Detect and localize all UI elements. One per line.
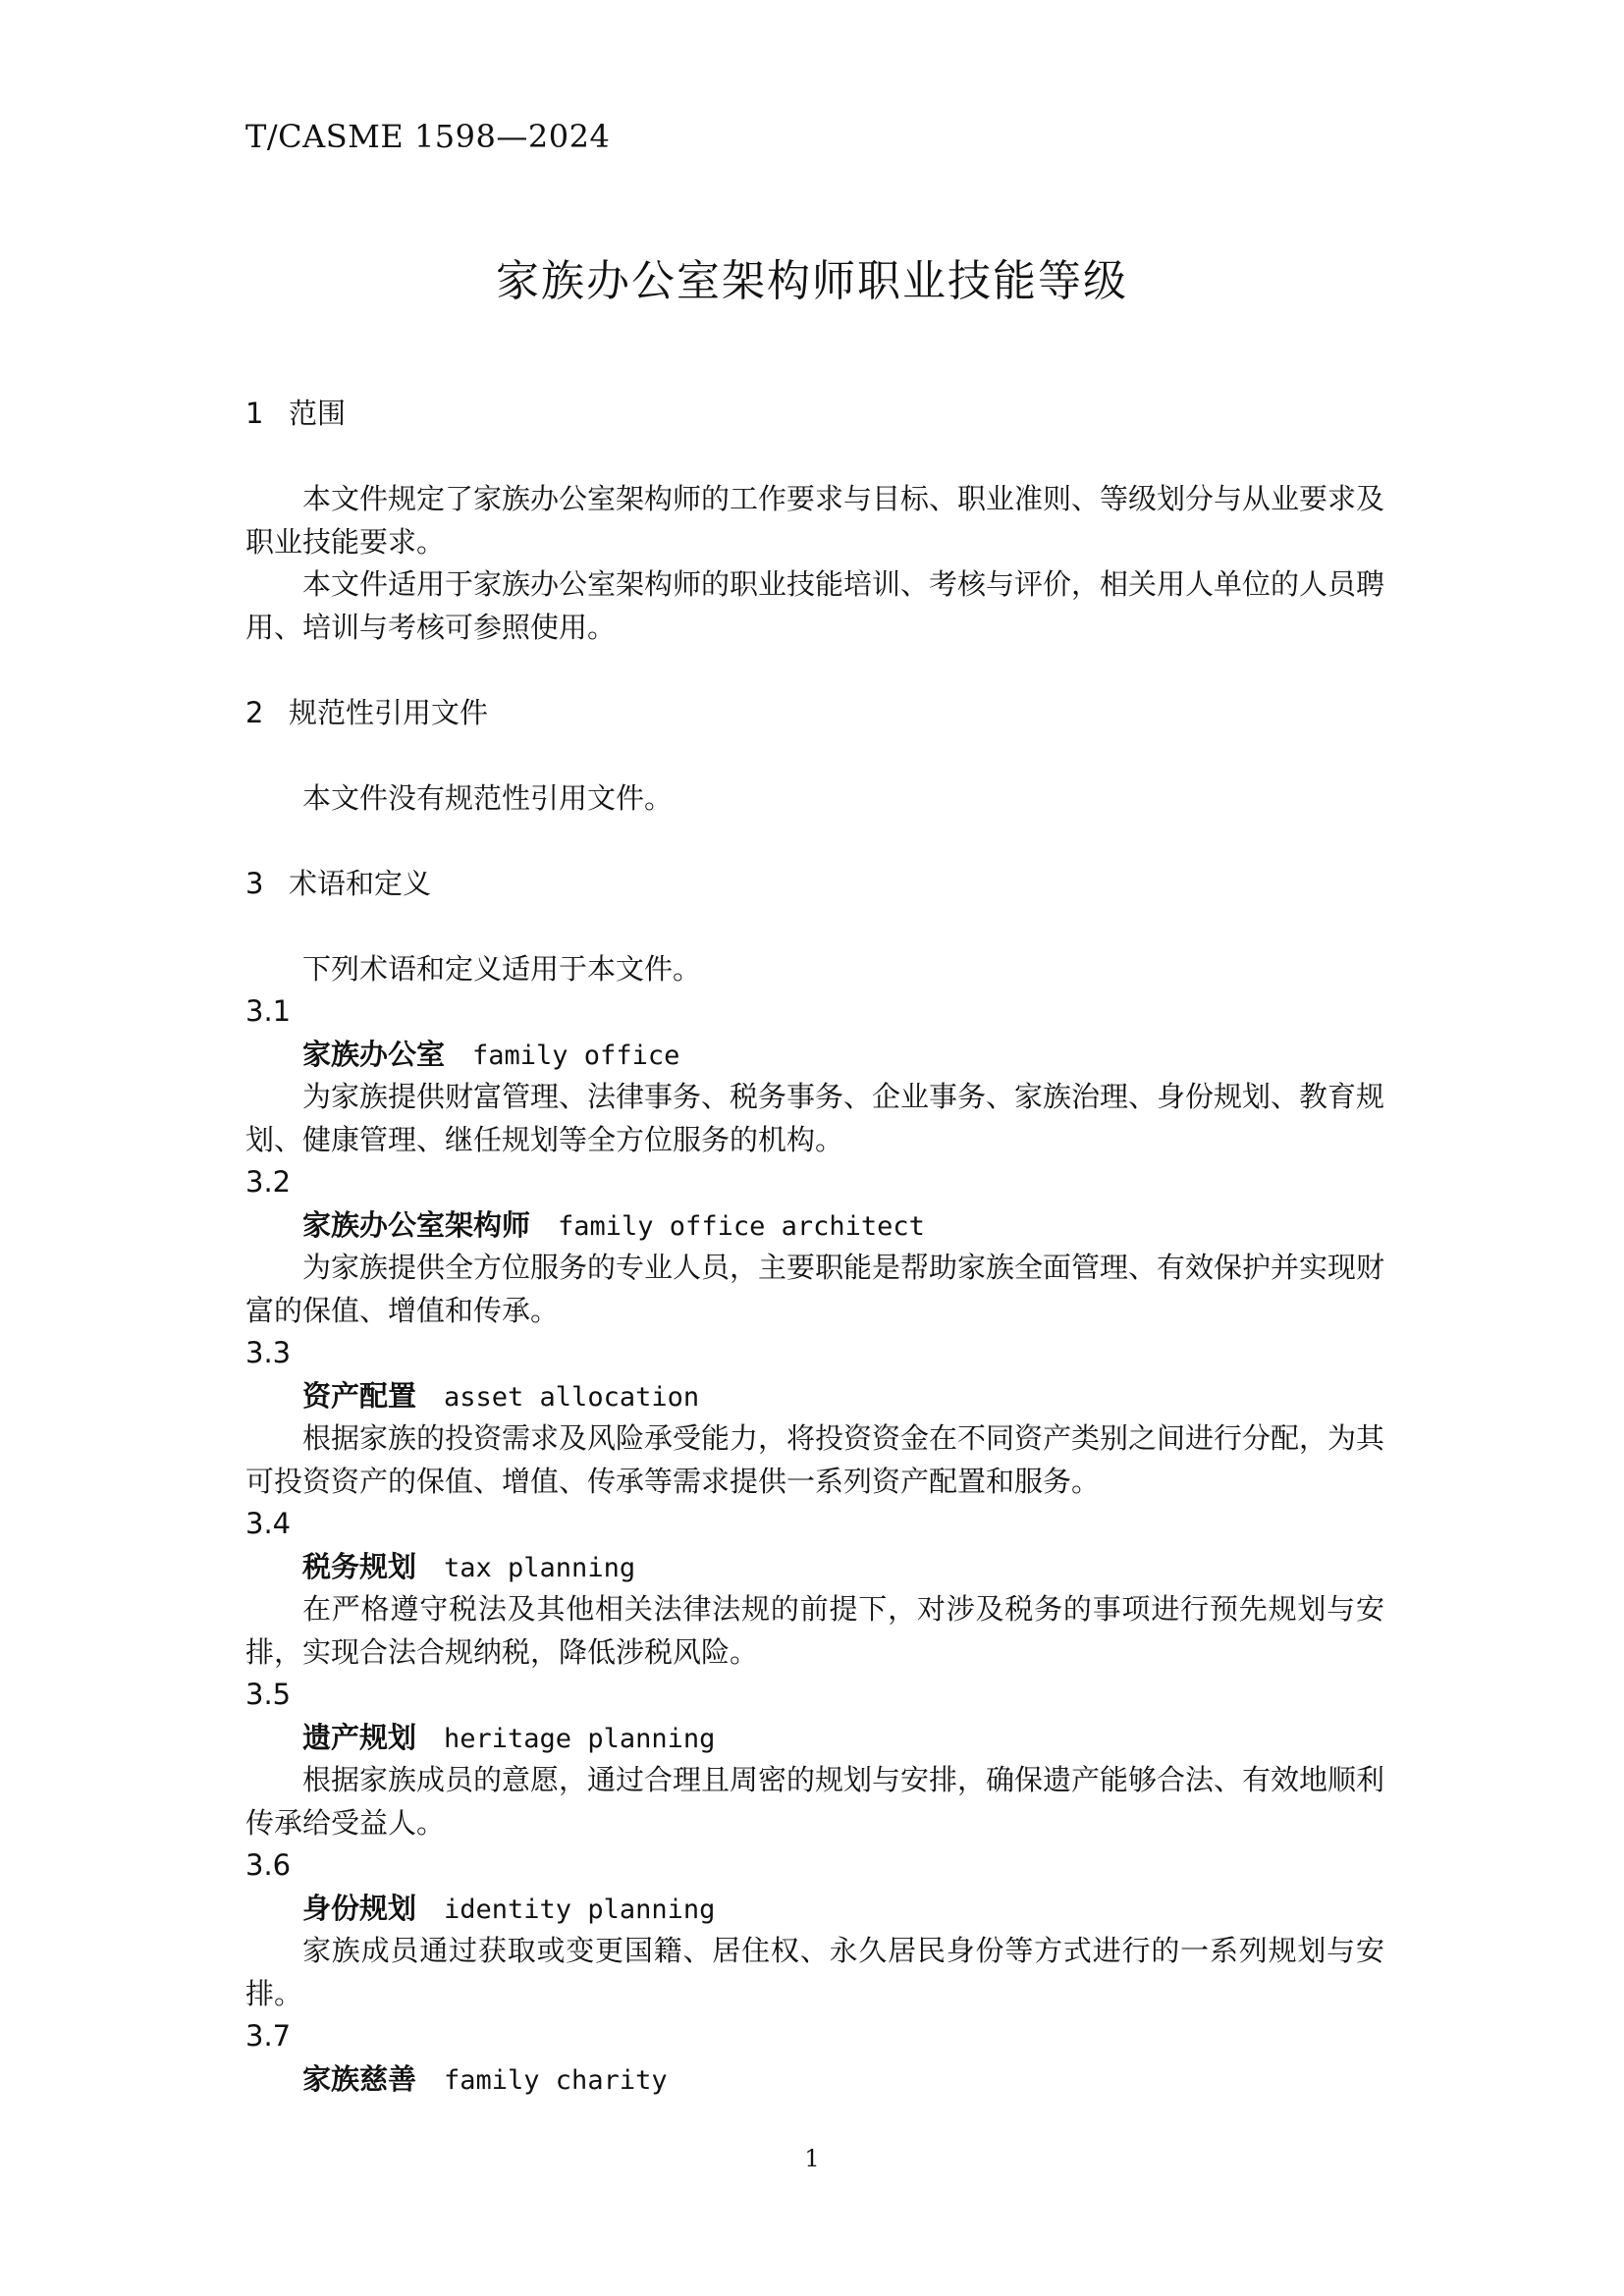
term-definition: 为家族提供全方位服务的专业人员，主要职能是帮助家族全面管理、有效保护并实现财富的保值、增值和传承。 xyxy=(245,1251,1385,1327)
term-name-zh: 家族慈善 xyxy=(302,2061,417,2096)
term-name-en: asset allocation xyxy=(444,1381,700,1413)
term-heading xyxy=(245,1546,1384,1589)
section-1-heading xyxy=(245,393,1384,436)
term-definition: 在严格遵守税法及其他相关法律法规的前提下，对涉及税务的事项进行预先规划与安排，实现合法合规纳税，降低涉税风险。 xyxy=(245,1592,1384,1669)
term-name-en: heritage planning xyxy=(444,1723,716,1754)
term-name-zh: 遗产规划 xyxy=(302,1720,417,1754)
term-name-zh: 家族办公室 xyxy=(302,1037,446,1071)
section-1-number: 1 xyxy=(245,397,264,430)
term-name-zh: 资产配置 xyxy=(302,1378,417,1413)
term-name-en: tax planning xyxy=(444,1552,636,1583)
term-number: 3.6 xyxy=(245,1848,292,1882)
term-heading xyxy=(245,1034,1384,1077)
term-number: 3.4 xyxy=(245,1507,292,1540)
term-definition: 根据家族成员的意愿，通过合理且周密的规划与安排，确保遗产能够合法、有效地顺利传承给受益人。 xyxy=(245,1763,1385,1840)
page-number: 1 xyxy=(804,2145,820,2172)
document-title: 家族办公室架构师职业技能等级 xyxy=(496,256,1128,306)
term-number: 3.5 xyxy=(245,1678,292,1711)
section-2-paragraph: 本文件没有规范性引用文件。 xyxy=(302,780,674,815)
term-name-en: family charity xyxy=(444,2064,668,2096)
term-heading xyxy=(245,1204,1384,1248)
term-number: 3.7 xyxy=(245,2019,292,2053)
term-name-en: family office xyxy=(472,1040,680,1071)
section-3-title: 术语和定义 xyxy=(289,866,432,900)
term-definition: 根据家族的投资需求及风险承受能力，将投资资金在不同资产类别之间进行分配，为其可投资资产的保值、增值、传承等需求提供一系列资产配置和服务。 xyxy=(245,1421,1385,1498)
term-name-zh: 身份规划 xyxy=(302,1891,417,1925)
term-heading xyxy=(245,1717,1384,1760)
term-heading xyxy=(245,1375,1384,1418)
term-heading xyxy=(245,1888,1384,1931)
section-1-title: 范围 xyxy=(289,397,347,430)
section-2-number: 2 xyxy=(245,695,264,729)
section-1-paragraph: 本文件适用于家族办公室架构师的职业技能培训、考核与评价，相关用人单位的人员聘用、培训与考核可参照使用。 xyxy=(245,567,1385,644)
term-number: 3.1 xyxy=(245,994,292,1028)
term-number: 3.3 xyxy=(245,1336,292,1369)
term-name-en: identity planning xyxy=(444,1894,716,1925)
section-3-intro: 下列术语和定义适用于本文件。 xyxy=(302,951,702,986)
standard-code: T/CASME 1598—2024 xyxy=(245,118,611,155)
section-3-heading xyxy=(245,863,1384,906)
section-1-paragraph: 本文件规定了家族办公室架构师的工作要求与目标、职业准则、等级划分与从业要求及职业技能要求。 xyxy=(245,482,1385,559)
section-3-number: 3 xyxy=(245,866,264,900)
section-2-title: 规范性引用文件 xyxy=(289,695,489,729)
term-definition: 为家族提供财富管理、法律事务、税务事务、企业事务、家族治理、身份规划、教育规划、健康管理、继任规划等全方位服务的机构。 xyxy=(245,1080,1385,1156)
term-number: 3.2 xyxy=(245,1165,292,1199)
term-name-en: family office architect xyxy=(558,1210,925,1242)
section-2-heading xyxy=(245,692,1384,735)
document-body xyxy=(245,393,1384,2101)
term-name-zh: 税务规划 xyxy=(302,1549,417,1583)
term-definition: 家族成员通过获取或变更国籍、居住权、永久居民身份等方式进行的一系列规划与安排。 xyxy=(245,1934,1384,2010)
term-heading xyxy=(245,2058,1384,2102)
term-name-zh: 家族办公室架构师 xyxy=(302,1207,531,1242)
